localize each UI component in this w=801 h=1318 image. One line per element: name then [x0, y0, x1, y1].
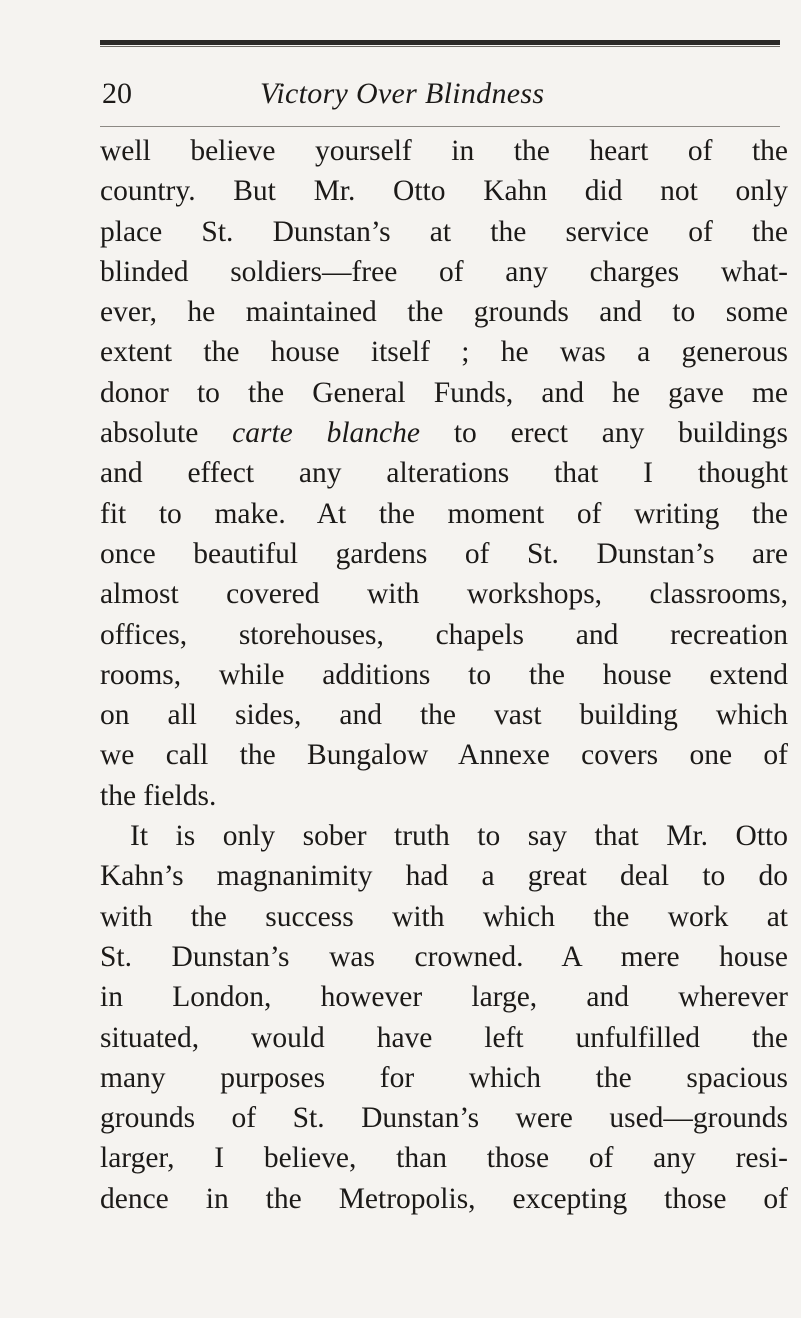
text-line: we call the Bungalow Annexe covers one of: [100, 739, 788, 772]
head-rule: [100, 126, 780, 127]
text-line: almost covered with workshops, classrooms,: [100, 578, 788, 611]
text-line: larger, I believe, than those of any resi-: [100, 1142, 788, 1175]
text-line: situated, would have left unfulfilled the: [100, 1021, 788, 1054]
paragraph-start-line: It is only sober truth to say that Mr. Otto: [130, 820, 788, 853]
text-line: in London, however large, and wherever: [100, 981, 788, 1014]
text-line: once beautiful gardens of St. Dunstan’s are: [100, 537, 788, 570]
text-line: country. But Mr. Otto Kahn did not only: [100, 175, 788, 208]
text-line: well believe yourself in the heart of the: [100, 135, 788, 167]
running-title: Victory Over Blindness: [260, 77, 545, 110]
text-line: offices, storehouses, chapels and recreation: [100, 618, 788, 651]
running-head: [100, 74, 780, 114]
text-line: many purposes for which the spacious: [100, 1061, 788, 1094]
text-line: place St. Dunstan’s at the service of the: [100, 215, 788, 248]
text-line: on all sides, and the vast building which: [100, 699, 788, 732]
text-line: dence in the Metropolis, excepting those of: [100, 1182, 788, 1215]
text-line: extent the house itself ; he was a generous: [100, 336, 788, 369]
text-line: Kahn’s magnanimity had a great deal to do: [100, 860, 788, 893]
text-line: ever, he maintained the grounds and to some: [100, 296, 788, 329]
page-number: 20: [102, 77, 132, 110]
italic-phrase: carte blanche: [232, 417, 420, 450]
text-line: blinded soldiers—free of any charges what-: [100, 255, 788, 288]
text-line: donor to the General Funds, and he gave me: [100, 376, 788, 409]
text-line: rooms, while additions to the house extend: [100, 658, 788, 691]
text-segment: to erect any buildings: [420, 417, 789, 450]
text-segment: absolute: [100, 417, 233, 450]
text-line-with-italic: [100, 413, 788, 453]
body-text: [100, 131, 788, 1219]
text-line: St. Dunstan’s was crowned. A mere house: [100, 940, 788, 973]
text-line: and effect any alterations that I thought: [100, 457, 788, 490]
text-line: with the success with which the work at: [100, 900, 788, 933]
paragraph-end-line: the fields.: [100, 779, 217, 812]
top-rule-thin: [100, 46, 780, 47]
text-line: fit to make. At the moment of writing the: [100, 497, 788, 530]
top-rule: [100, 40, 780, 45]
text-line: grounds of St. Dunstan’s were used—grounds: [100, 1102, 788, 1135]
